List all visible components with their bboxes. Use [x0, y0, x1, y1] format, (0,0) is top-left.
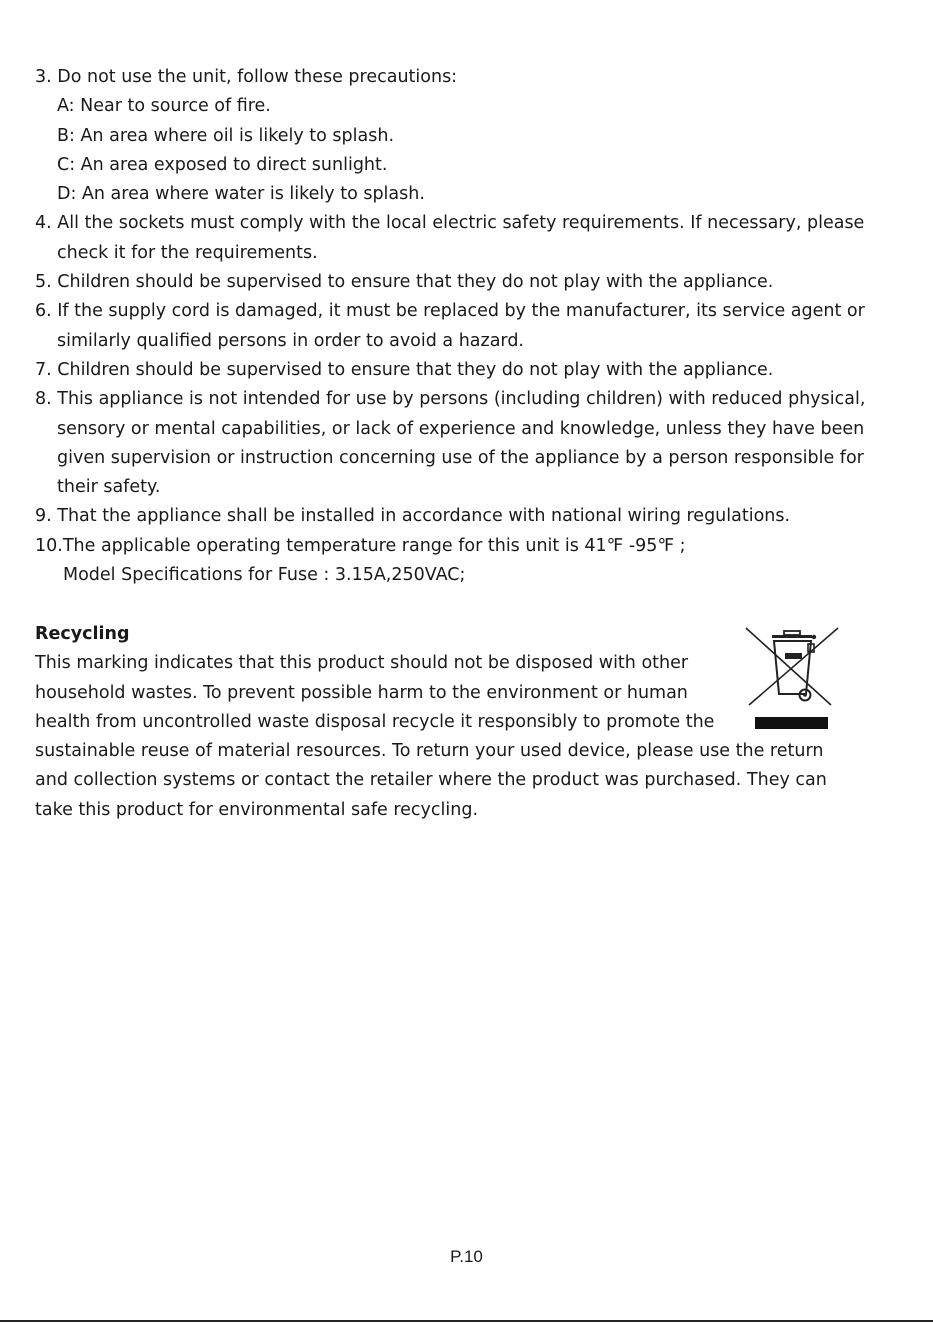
precaution-c: C: An area exposed to direct sunlight. [57, 154, 388, 175]
instruction-10: 10.The applicable operating temperature range for this unit is 41℉ -95℉ ; [35, 535, 686, 556]
safety-instructions [35, 63, 895, 590]
recycling-line: health from uncontrolled waste disposal recycle it responsibly to promote the [35, 711, 715, 732]
instruction-5: 5. Children should be supervised to ensure that they do not play with the appliance. [35, 272, 774, 293]
fuse-specification: Model Specifications for Fuse : 3.15A,250VAC; [63, 565, 466, 586]
recycling-line: sustainable reuse of material resources. To return your used device, please use the return [35, 741, 824, 762]
recycling-line: and collection systems or contact the retailer where the product was purchased. They can [35, 770, 827, 791]
instruction-9: 9. That the appliance shall be installed in accordance with national wiring regulations. [35, 506, 791, 527]
instruction-7: 7. Children should be supervised to ensure that they do not play with the appliance. [35, 359, 774, 380]
instruction-3: 3. Do not use the unit, follow these precautions: [35, 67, 458, 87]
precaution-d: D: An area where water is likely to splash. [57, 184, 425, 205]
recycling-line: household wastes. To prevent possible harm to the environment or human [35, 682, 688, 703]
page-number: P.10 [450, 1247, 483, 1266]
bottom-border-line [0, 1320, 933, 1322]
recycling-line: This marking indicates that this product should not be disposed with other [35, 653, 689, 674]
instruction-8: 8. This appliance is not intended for use by persons (including children) with reduced physical, sensory or mental capabilities, or lack of experience and knowledge, unless they have been given supervision or instruction concerning use of the appliance by a person responsible for their safety. [35, 389, 866, 498]
recycling-heading: Recycling [35, 624, 130, 644]
precaution-b: B: An area where oil is likely to splash. [57, 125, 395, 146]
recycling-line: take this product for environmental safe recycling. [35, 799, 479, 820]
crossed-out-wheelie-bin-icon [744, 626, 840, 734]
instruction-6: 6. If the supply cord is damaged, it must be replaced by the manufacturer, its service agent or similarly qualified persons in order to avoid a hazard. [35, 301, 865, 351]
precaution-a: A: Near to source of fire. [57, 96, 271, 117]
instruction-4: 4. All the sockets must comply with the local electric safety requirements. If necessary, please check it for the requirements. [35, 213, 865, 263]
